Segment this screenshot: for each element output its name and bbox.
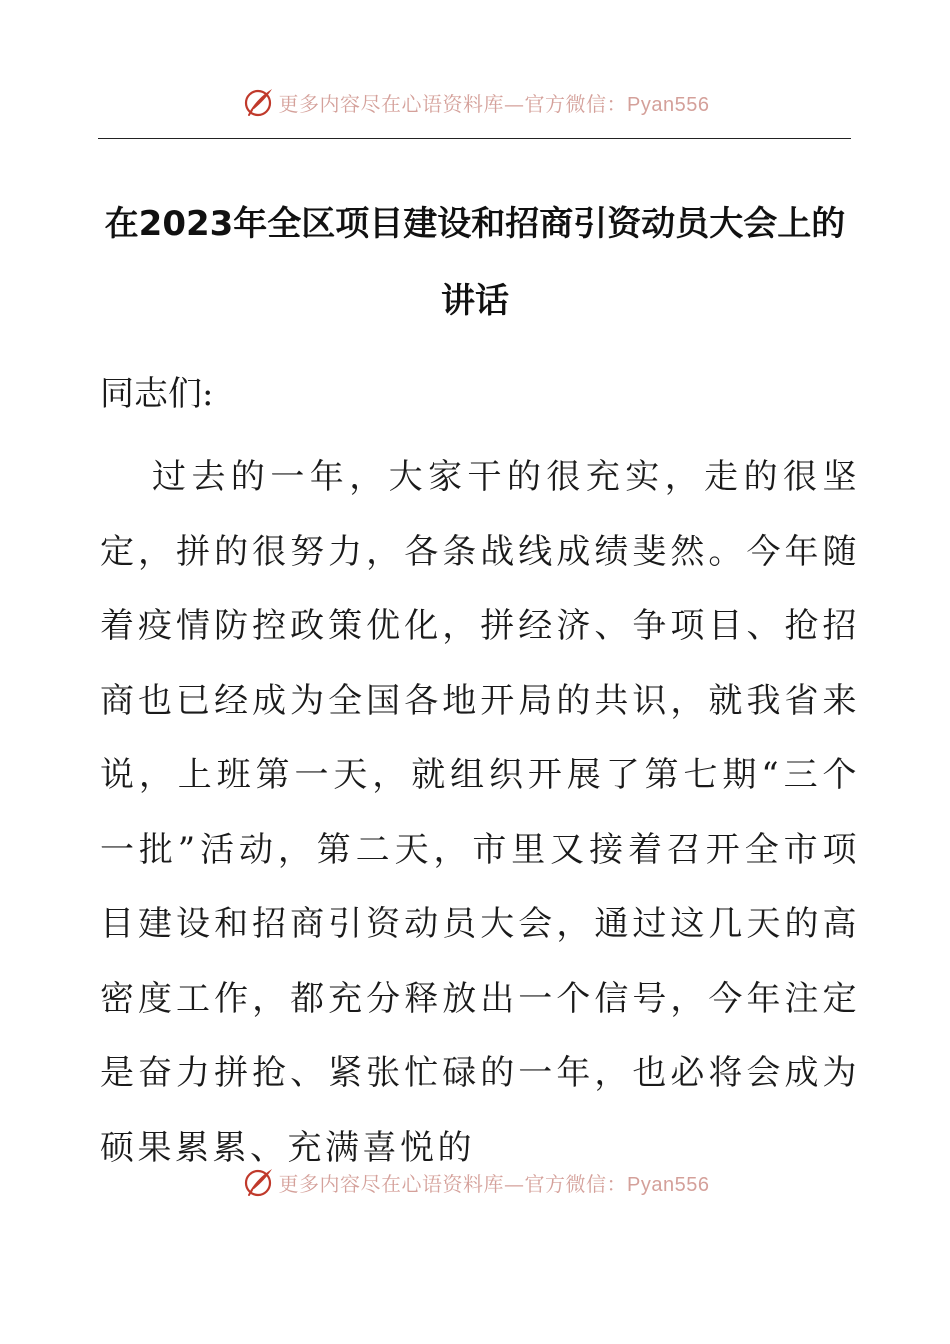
body-paragraph: 过去的一年，大家干的很充实，走的很坚定，拼的很努力，各条战线成绩斐然。今年随着疫情防控政策优化，拼经济、争项目、抢招商也已经成为全国各地开局的共识，就我省来说，上班第一天，就组织开展了第七期“三个一批”活动，第二天，市里又接着召开全市项目建设和招商引资动员大会，通过这几天的高密度工作，都充分释放出一个信号，今年注定是奋力拼抢、紧张忙碌的一年，也必将会成为硕果累累、充满喜悦的: [100, 457, 860, 1168]
salutation: 同志们:: [100, 374, 214, 414]
quill-pen-logo-icon: [241, 1165, 275, 1199]
footer-banner: [0, 1162, 950, 1202]
banner-contact-label: 官方微信：: [524, 91, 628, 116]
header-banner: [0, 82, 950, 122]
banner-contact-id: Pyan556: [627, 93, 710, 116]
banner-text: [279, 88, 710, 117]
quill-pen-logo-icon: [241, 85, 275, 119]
banner-dash: —: [504, 1171, 525, 1196]
header-divider: [98, 138, 851, 139]
banner-brand-text: 更多内容尽在心语资料库: [278, 91, 505, 116]
document-title: 在2023年全区项目建设和招商引资动员大会上的讲话: [104, 204, 846, 321]
banner-text: [279, 1168, 710, 1197]
banner-contact-id: Pyan556: [627, 1173, 710, 1196]
banner-contact-label: 官方微信：: [524, 1171, 628, 1196]
banner-brand-text: 更多内容尽在心语资料库: [278, 1171, 505, 1196]
banner-dash: —: [504, 91, 525, 116]
